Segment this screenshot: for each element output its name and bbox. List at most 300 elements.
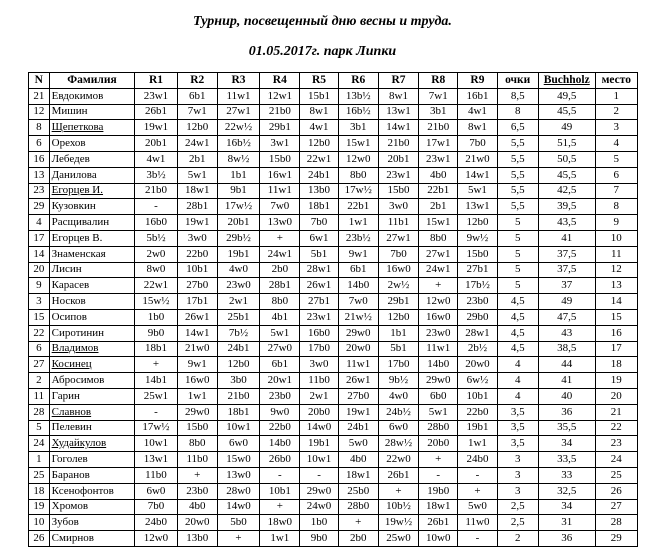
cell-r1: 23w1 <box>135 88 177 104</box>
cell-r2: 7w1 <box>177 104 217 120</box>
cell-name: Егорцев И. <box>49 183 135 199</box>
table-row <box>29 515 638 531</box>
table-row <box>29 120 638 136</box>
cell-r8: 24w1 <box>419 262 458 278</box>
cell-r3: 3b0 <box>217 373 259 389</box>
cell-r9: 9w½ <box>458 230 497 246</box>
cell-r3: 2w1 <box>217 294 259 310</box>
cell-r5: 29w0 <box>300 483 338 499</box>
cell-name: Осипов <box>49 309 135 325</box>
cell-r1: 2w0 <box>135 246 177 262</box>
cell-place: 28 <box>595 515 637 531</box>
column-header-name: Фамилия <box>49 73 135 89</box>
cell-place: 6 <box>595 167 637 183</box>
cell-points: 3,5 <box>497 420 538 436</box>
cell-points: 5,5 <box>497 151 538 167</box>
cell-r9: 15b0 <box>458 246 497 262</box>
cell-r8: 18w1 <box>419 499 458 515</box>
cell-r3: + <box>217 531 259 547</box>
cell-name: Лебедев <box>49 151 135 167</box>
cell-r5: 6w1 <box>300 230 338 246</box>
cell-r1: 5b½ <box>135 230 177 246</box>
cell-r8: 17w1 <box>419 136 458 152</box>
cell-num: 2 <box>29 373 50 389</box>
cell-r6: 21w½ <box>338 309 378 325</box>
cell-r3: 15w0 <box>217 452 259 468</box>
cell-r4: 23b0 <box>260 388 300 404</box>
column-header-r3: R3 <box>217 73 259 89</box>
cell-r6: 4b0 <box>338 452 378 468</box>
cell-r2: 28b1 <box>177 199 217 215</box>
cell-r3: 1b1 <box>217 167 259 183</box>
cell-place: 16 <box>595 325 637 341</box>
cell-points: 4,5 <box>497 309 538 325</box>
table-row <box>29 183 638 199</box>
cell-r1: 17w½ <box>135 420 177 436</box>
cell-r1: - <box>135 199 177 215</box>
cell-r2: 19w1 <box>177 215 217 231</box>
table-row <box>29 88 638 104</box>
cell-r2: 20w0 <box>177 515 217 531</box>
cell-name: Гарин <box>49 388 135 404</box>
cell-name: Худайкулов <box>49 436 135 452</box>
cell-r1: 13w1 <box>135 452 177 468</box>
cell-buchholz: 49 <box>538 120 595 136</box>
cell-num: 27 <box>29 357 50 373</box>
column-header-r7: R7 <box>378 73 418 89</box>
cell-r3: 11w1 <box>217 88 259 104</box>
cell-points: 2 <box>497 531 538 547</box>
cell-r8: 14b0 <box>419 357 458 373</box>
cell-place: 19 <box>595 373 637 389</box>
cell-num: 4 <box>29 215 50 231</box>
cell-r1: + <box>135 357 177 373</box>
cell-r7: 8w1 <box>378 88 418 104</box>
cell-r8: 28b0 <box>419 420 458 436</box>
cell-r9: 2b½ <box>458 341 497 357</box>
cell-r1: 18b1 <box>135 341 177 357</box>
cell-r8: 6b0 <box>419 388 458 404</box>
cell-num: 17 <box>29 230 50 246</box>
cell-name: Сиротинин <box>49 325 135 341</box>
table-row <box>29 404 638 420</box>
cell-r8: 11w1 <box>419 341 458 357</box>
table-row <box>29 483 638 499</box>
cell-r7: 7b0 <box>378 246 418 262</box>
table-row <box>29 467 638 483</box>
cell-r1: 26b1 <box>135 104 177 120</box>
cell-r8: 27w1 <box>419 246 458 262</box>
cell-r7: 20b1 <box>378 151 418 167</box>
cell-r1: 19w1 <box>135 120 177 136</box>
cell-buchholz: 43,5 <box>538 215 595 231</box>
cell-r2: 12b0 <box>177 120 217 136</box>
cell-place: 14 <box>595 294 637 310</box>
cell-r2: 24w1 <box>177 136 217 152</box>
cell-r2: 1w1 <box>177 388 217 404</box>
cell-r8: 20b0 <box>419 436 458 452</box>
table-row <box>29 325 638 341</box>
cell-r4: + <box>260 499 300 515</box>
cell-num: 22 <box>29 325 50 341</box>
cell-name: Смирнов <box>49 531 135 547</box>
table-row <box>29 278 638 294</box>
cell-name: Евдокимов <box>49 88 135 104</box>
cell-r7: 10b½ <box>378 499 418 515</box>
cell-r4: 6b1 <box>260 357 300 373</box>
cell-r5: 24b1 <box>300 167 338 183</box>
table-row <box>29 357 638 373</box>
table-row <box>29 215 638 231</box>
cell-r6: 15w1 <box>338 136 378 152</box>
cell-name: Щепеткова <box>49 120 135 136</box>
cell-r6: 6b1 <box>338 262 378 278</box>
cell-r4: 11w1 <box>260 183 300 199</box>
cell-name: Славнов <box>49 404 135 420</box>
cell-place: 3 <box>595 120 637 136</box>
cell-points: 4 <box>497 388 538 404</box>
cell-points: 5,5 <box>497 199 538 215</box>
cell-points: 5,5 <box>497 136 538 152</box>
cell-name: Абросимов <box>49 373 135 389</box>
cell-points: 3 <box>497 467 538 483</box>
cell-r8: 15w1 <box>419 215 458 231</box>
cell-r6: 9w1 <box>338 246 378 262</box>
cell-name: Карасев <box>49 278 135 294</box>
table-row <box>29 246 638 262</box>
table-row <box>29 136 638 152</box>
column-header-buchholz: Buchholz <box>538 73 595 89</box>
cell-points: 4 <box>497 373 538 389</box>
cell-r7: 13w1 <box>378 104 418 120</box>
cell-r5: 23w1 <box>300 309 338 325</box>
cell-r2: 9w1 <box>177 357 217 373</box>
cell-r6: 7w0 <box>338 294 378 310</box>
cell-r3: 27w1 <box>217 104 259 120</box>
cell-r3: 22w½ <box>217 120 259 136</box>
cell-r5: 26w1 <box>300 278 338 294</box>
cell-r1: 7b0 <box>135 499 177 515</box>
cell-r1: 8w0 <box>135 262 177 278</box>
table-row <box>29 420 638 436</box>
cell-num: 9 <box>29 278 50 294</box>
cell-r6: 28b0 <box>338 499 378 515</box>
table-row <box>29 151 638 167</box>
table-row <box>29 230 638 246</box>
cell-r3: 4w0 <box>217 262 259 278</box>
cell-num: 8 <box>29 120 50 136</box>
cell-r7: 12b0 <box>378 309 418 325</box>
cell-r7: 29b1 <box>378 294 418 310</box>
cell-buchholz: 44 <box>538 357 595 373</box>
cell-num: 21 <box>29 88 50 104</box>
cell-r5: 2w1 <box>300 388 338 404</box>
cell-num: 29 <box>29 199 50 215</box>
cell-num: 15 <box>29 309 50 325</box>
cell-buchholz: 41 <box>538 230 595 246</box>
cell-r1: 4w1 <box>135 151 177 167</box>
cell-r9: 7b0 <box>458 136 497 152</box>
cell-name: Пелевин <box>49 420 135 436</box>
cell-r6: 22b1 <box>338 199 378 215</box>
cell-buchholz: 40 <box>538 388 595 404</box>
cell-r5: 13b0 <box>300 183 338 199</box>
cell-r3: 19b1 <box>217 246 259 262</box>
cell-buchholz: 42,5 <box>538 183 595 199</box>
cell-r4: 4b1 <box>260 309 300 325</box>
cell-r2: 6b1 <box>177 88 217 104</box>
cell-r9: - <box>458 531 497 547</box>
cell-r5: 28w1 <box>300 262 338 278</box>
table-row <box>29 373 638 389</box>
cell-r7: 14w1 <box>378 120 418 136</box>
cell-points: 3,5 <box>497 404 538 420</box>
cell-r6: 12w0 <box>338 151 378 167</box>
cell-r4: 16w1 <box>260 167 300 183</box>
cell-r5: 14w0 <box>300 420 338 436</box>
cell-r6: 19w1 <box>338 404 378 420</box>
cell-r6: 18w1 <box>338 467 378 483</box>
cell-r4: - <box>260 467 300 483</box>
cell-num: 3 <box>29 294 50 310</box>
cell-num: 16 <box>29 151 50 167</box>
cell-r9: 17b½ <box>458 278 497 294</box>
cell-name: Ксенофонтов <box>49 483 135 499</box>
cell-r6: 25b0 <box>338 483 378 499</box>
cell-r2: 14w1 <box>177 325 217 341</box>
cell-place: 13 <box>595 278 637 294</box>
cell-points: 3 <box>497 483 538 499</box>
cell-r3: 16b½ <box>217 136 259 152</box>
cell-buchholz: 37,5 <box>538 262 595 278</box>
cell-r1: 12w0 <box>135 531 177 547</box>
cell-buchholz: 36 <box>538 404 595 420</box>
cell-r8: 26b1 <box>419 515 458 531</box>
cell-r9: 20w0 <box>458 357 497 373</box>
cell-r9: 27b1 <box>458 262 497 278</box>
cell-r7: 11b1 <box>378 215 418 231</box>
cell-r7: 1b1 <box>378 325 418 341</box>
cell-points: 4,5 <box>497 294 538 310</box>
cell-points: 4,5 <box>497 325 538 341</box>
cell-r4: 26b0 <box>260 452 300 468</box>
column-header-place: место <box>595 73 637 89</box>
cell-place: 10 <box>595 230 637 246</box>
cell-r6: 13b½ <box>338 88 378 104</box>
cell-name: Лисин <box>49 262 135 278</box>
cell-r1: 11b0 <box>135 467 177 483</box>
cell-buchholz: 34 <box>538 436 595 452</box>
cell-r3: 28w0 <box>217 483 259 499</box>
cell-num: 20 <box>29 262 50 278</box>
cell-r5: 12b0 <box>300 136 338 152</box>
cell-name: Данилова <box>49 167 135 183</box>
cell-num: 26 <box>29 531 50 547</box>
table-row <box>29 341 638 357</box>
cell-r1: 22w1 <box>135 278 177 294</box>
cell-r8: 5w1 <box>419 404 458 420</box>
cell-r4: 18w0 <box>260 515 300 531</box>
cell-num: 5 <box>29 420 50 436</box>
cell-r1: 16b0 <box>135 215 177 231</box>
cell-r8: 3b1 <box>419 104 458 120</box>
cell-r8: 22b1 <box>419 183 458 199</box>
cell-buchholz: 39,5 <box>538 199 595 215</box>
table-row <box>29 199 638 215</box>
cell-r1: 24b0 <box>135 515 177 531</box>
cell-num: 12 <box>29 104 50 120</box>
cell-r3: 21b0 <box>217 388 259 404</box>
cell-place: 29 <box>595 531 637 547</box>
cell-r9: 1w1 <box>458 436 497 452</box>
cell-buchholz: 43 <box>538 325 595 341</box>
cell-place: 22 <box>595 420 637 436</box>
cell-r8: 10w0 <box>419 531 458 547</box>
cell-r9: 11w0 <box>458 515 497 531</box>
cell-r1: 6w0 <box>135 483 177 499</box>
cell-num: 10 <box>29 515 50 531</box>
cell-r8: 7w1 <box>419 88 458 104</box>
cell-r2: 26w1 <box>177 309 217 325</box>
cell-buchholz: 35,5 <box>538 420 595 436</box>
cell-r3: 6w0 <box>217 436 259 452</box>
cell-r2: 11b0 <box>177 452 217 468</box>
cell-buchholz: 50,5 <box>538 151 595 167</box>
cell-r7: 28w½ <box>378 436 418 452</box>
cell-r9: 8w1 <box>458 120 497 136</box>
cell-r2: 23b0 <box>177 483 217 499</box>
cell-buchholz: 37 <box>538 278 595 294</box>
cell-r8: 4b0 <box>419 167 458 183</box>
cell-points: 5 <box>497 246 538 262</box>
cell-r5: 22w1 <box>300 151 338 167</box>
cell-r6: 27b0 <box>338 388 378 404</box>
cell-r7: 21b0 <box>378 136 418 152</box>
cell-r1: 10w1 <box>135 436 177 452</box>
cell-points: 6,5 <box>497 120 538 136</box>
cell-name: Гоголев <box>49 452 135 468</box>
cell-r6: 8b0 <box>338 167 378 183</box>
cell-r9: 4w1 <box>458 104 497 120</box>
cell-r6: 14b0 <box>338 278 378 294</box>
cell-num: 23 <box>29 183 50 199</box>
cell-r3: 5b0 <box>217 515 259 531</box>
cell-r4: 20w1 <box>260 373 300 389</box>
cell-r6: 16b½ <box>338 104 378 120</box>
cell-r5: 16b0 <box>300 325 338 341</box>
cell-r3: 29b½ <box>217 230 259 246</box>
cell-r7: 6w0 <box>378 420 418 436</box>
cell-r6: 11w1 <box>338 357 378 373</box>
cell-name: Егорцев В. <box>49 230 135 246</box>
column-header-points: очки <box>497 73 538 89</box>
cell-r7: 5b1 <box>378 341 418 357</box>
cell-r9: - <box>458 467 497 483</box>
cell-name: Носков <box>49 294 135 310</box>
cell-r4: 2b0 <box>260 262 300 278</box>
cell-name: Баранов <box>49 467 135 483</box>
cell-r6: 3b1 <box>338 120 378 136</box>
column-header-r4: R4 <box>260 73 300 89</box>
cell-buchholz: 31 <box>538 515 595 531</box>
cell-r7: 26b1 <box>378 467 418 483</box>
cell-place: 25 <box>595 467 637 483</box>
cell-r4: 9w0 <box>260 404 300 420</box>
cell-r5: 20b0 <box>300 404 338 420</box>
cell-place: 15 <box>595 309 637 325</box>
cell-r5: - <box>300 467 338 483</box>
table-row <box>29 104 638 120</box>
cell-points: 5,5 <box>497 183 538 199</box>
cell-r2: 10b1 <box>177 262 217 278</box>
cell-r4: 3w1 <box>260 136 300 152</box>
cell-place: 12 <box>595 262 637 278</box>
cell-r7: 4w0 <box>378 388 418 404</box>
cell-place: 2 <box>595 104 637 120</box>
cell-r9: 29b0 <box>458 309 497 325</box>
table-body <box>29 88 638 546</box>
cell-r7: 25w0 <box>378 531 418 547</box>
cell-r8: + <box>419 278 458 294</box>
cell-r7: 3w0 <box>378 199 418 215</box>
cell-r2: 27b0 <box>177 278 217 294</box>
cell-place: 4 <box>595 136 637 152</box>
cell-r5: 7b0 <box>300 215 338 231</box>
cell-buchholz: 37,5 <box>538 246 595 262</box>
cell-r3: 14w0 <box>217 499 259 515</box>
cell-r9: 10b1 <box>458 388 497 404</box>
cell-name: Мишин <box>49 104 135 120</box>
cell-r5: 24w0 <box>300 499 338 515</box>
cell-r1: 9b0 <box>135 325 177 341</box>
cell-r7: 2w½ <box>378 278 418 294</box>
cell-r8: 19b0 <box>419 483 458 499</box>
cell-r2: 15b0 <box>177 420 217 436</box>
cell-num: 13 <box>29 167 50 183</box>
cell-r2: 2b1 <box>177 151 217 167</box>
cell-num: 11 <box>29 388 50 404</box>
cell-num: 18 <box>29 483 50 499</box>
column-header-r5: R5 <box>300 73 338 89</box>
cell-r4: 27w0 <box>260 341 300 357</box>
table-row <box>29 436 638 452</box>
cell-r6: 17w½ <box>338 183 378 199</box>
cell-r8: 21b0 <box>419 120 458 136</box>
cell-place: 7 <box>595 183 637 199</box>
table-row <box>29 262 638 278</box>
cell-r7: 15b0 <box>378 183 418 199</box>
tournament-date-place: 01.05.2017г. парк Липки <box>248 44 397 59</box>
cell-r6: 26w1 <box>338 373 378 389</box>
table-row <box>29 388 638 404</box>
column-header-r2: R2 <box>177 73 217 89</box>
cell-num: 25 <box>29 467 50 483</box>
cell-num: 14 <box>29 246 50 262</box>
cell-place: 26 <box>595 483 637 499</box>
cell-r9: 5w1 <box>458 183 497 199</box>
cell-r8: 23w1 <box>419 151 458 167</box>
cell-r5: 8w1 <box>300 104 338 120</box>
cell-r4: 13w0 <box>260 215 300 231</box>
cell-place: 1 <box>595 88 637 104</box>
cell-buchholz: 47,5 <box>538 309 595 325</box>
cell-points: 5 <box>497 215 538 231</box>
cell-buchholz: 34 <box>538 499 595 515</box>
cell-r2: + <box>177 467 217 483</box>
cell-r5: 27b1 <box>300 294 338 310</box>
cell-r1: 21b0 <box>135 183 177 199</box>
cell-r4: 7w0 <box>260 199 300 215</box>
